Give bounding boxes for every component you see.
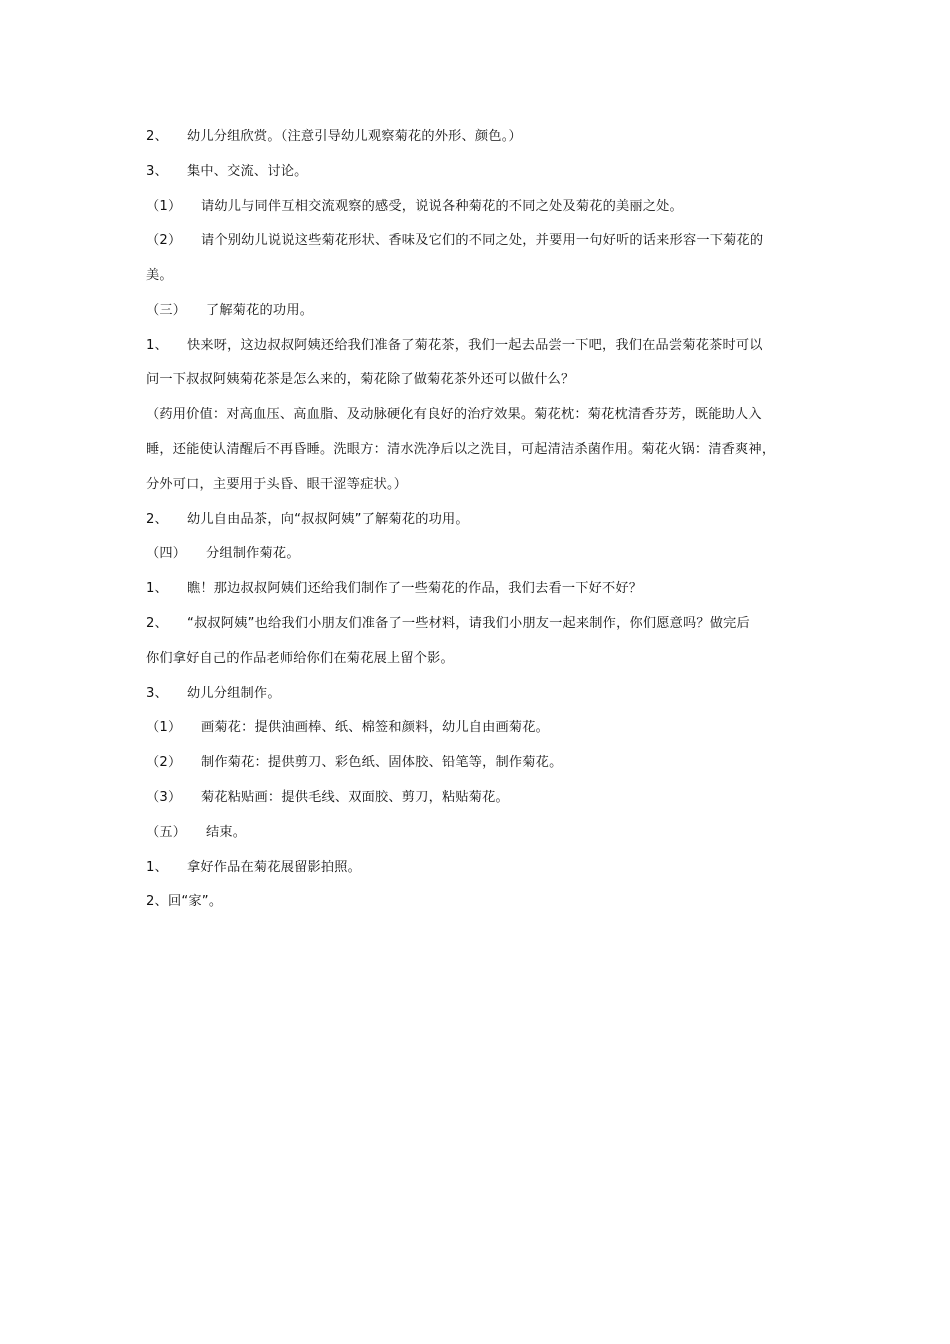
item-text: 请幼儿与同伴互相交流观察的感受，说说各种菊花的不同之处及菊花的美丽之处。: [201, 199, 683, 214]
item-text: 分外可口，主要用于头昏、眼干涩等症状。）: [146, 477, 408, 492]
section-number: （三）: [146, 303, 187, 318]
item-number: （2）: [146, 755, 182, 770]
item-number: 2、: [146, 616, 168, 631]
list-item: [146, 858, 361, 878]
list-item: [146, 753, 562, 773]
list-item: [146, 336, 763, 356]
section-title: 分组制作菊花。: [206, 546, 300, 561]
item-text: 集中、交流、讨论。: [187, 164, 308, 179]
item-number: 2、: [146, 512, 168, 527]
item-text: 画菊花：提供油画棒、纸、棉签和颜料，幼儿自由画菊花。: [201, 720, 550, 735]
text-line: [146, 405, 762, 425]
list-item: [146, 718, 549, 738]
text-line: [146, 475, 407, 495]
text-line: [146, 440, 775, 460]
section-number: （五）: [146, 825, 187, 840]
item-text: 幼儿分组制作。: [187, 686, 281, 701]
item-text: 睡，还能使认清醒后不再昏睡。洗眼方：清水洗净后以之洗目，可起清洁杀菌作用。菊花火锅：清香爽神，: [146, 442, 776, 457]
item-number: （1）: [146, 720, 182, 735]
text-line: [146, 892, 222, 912]
list-item: [146, 231, 763, 251]
item-text: 你们拿好自己的作品老师给你们在菊花展上留个影。: [146, 651, 454, 666]
text-line: [146, 370, 574, 390]
item-text: 瞧！那边叔叔阿姨们还给我们制作了一些菊花的作品，我们去看一下好不好？: [187, 581, 643, 596]
list-item: [146, 788, 509, 808]
item-text: （药用价值：对高血压、高血脂、及动脉硬化有良好的治疗效果。菊花枕：菊花枕清香芬芳，既能助人入: [146, 407, 762, 422]
item-text: 美。: [146, 268, 173, 283]
item-text: 幼儿分组欣赏。（注意引导幼儿观察菊花的外形、颜色。）: [187, 129, 522, 144]
item-text: 菊花粘贴画：提供毛线、双面胶、剪刀，粘贴菊花。: [201, 790, 509, 805]
section-heading: [146, 544, 300, 564]
item-number: 1、: [146, 860, 168, 875]
item-text: “叔叔阿姨”也给我们小朋友们准备了一些材料，请我们小朋友一起来制作，你们愿意吗？做完后: [187, 616, 750, 631]
text-line: [146, 649, 454, 669]
section-title: 结束。: [206, 825, 247, 840]
text-line: [146, 266, 173, 286]
list-item: [146, 579, 642, 599]
list-item: [146, 614, 750, 634]
list-item: [146, 684, 281, 704]
item-number: （2）: [146, 233, 182, 248]
list-item: [146, 510, 469, 530]
item-number: 1、: [146, 338, 168, 353]
section-number: （四）: [146, 546, 187, 561]
item-text: 请个别幼儿说说这些菊花形状、香味及它们的不同之处，并要用一句好听的话来形容一下菊花的: [201, 233, 764, 248]
item-number: 3、: [146, 164, 168, 179]
item-number: 1、: [146, 581, 168, 596]
section-heading: [146, 823, 246, 843]
item-text: 拿好作品在菊花展留影拍照。: [187, 860, 362, 875]
section-title: 了解菊花的功用。: [206, 303, 314, 318]
item-text: 幼儿自由品茶，向“叔叔阿姨”了解菊花的功用。: [187, 512, 469, 527]
list-item: [146, 197, 683, 217]
item-text: 快来呀，这边叔叔阿姨还给我们准备了菊花茶，我们一起去品尝一下吧，我们在品尝菊花茶时可以: [187, 338, 763, 353]
item-number: 2、: [146, 129, 168, 144]
section-heading: [146, 301, 313, 321]
item-number: （1）: [146, 199, 182, 214]
item-text: 问一下叔叔阿姨菊花茶是怎么来的，菊花除了做菊花茶外还可以做什么？: [146, 372, 575, 387]
list-item: [146, 162, 308, 182]
list-item: [146, 127, 522, 147]
item-text: 制作菊花：提供剪刀、彩色纸、固体胶、铅笔等，制作菊花。: [201, 755, 563, 770]
item-number: 3、: [146, 686, 168, 701]
item-text: 2、回“家”。: [146, 894, 223, 909]
item-number: （3）: [146, 790, 182, 805]
